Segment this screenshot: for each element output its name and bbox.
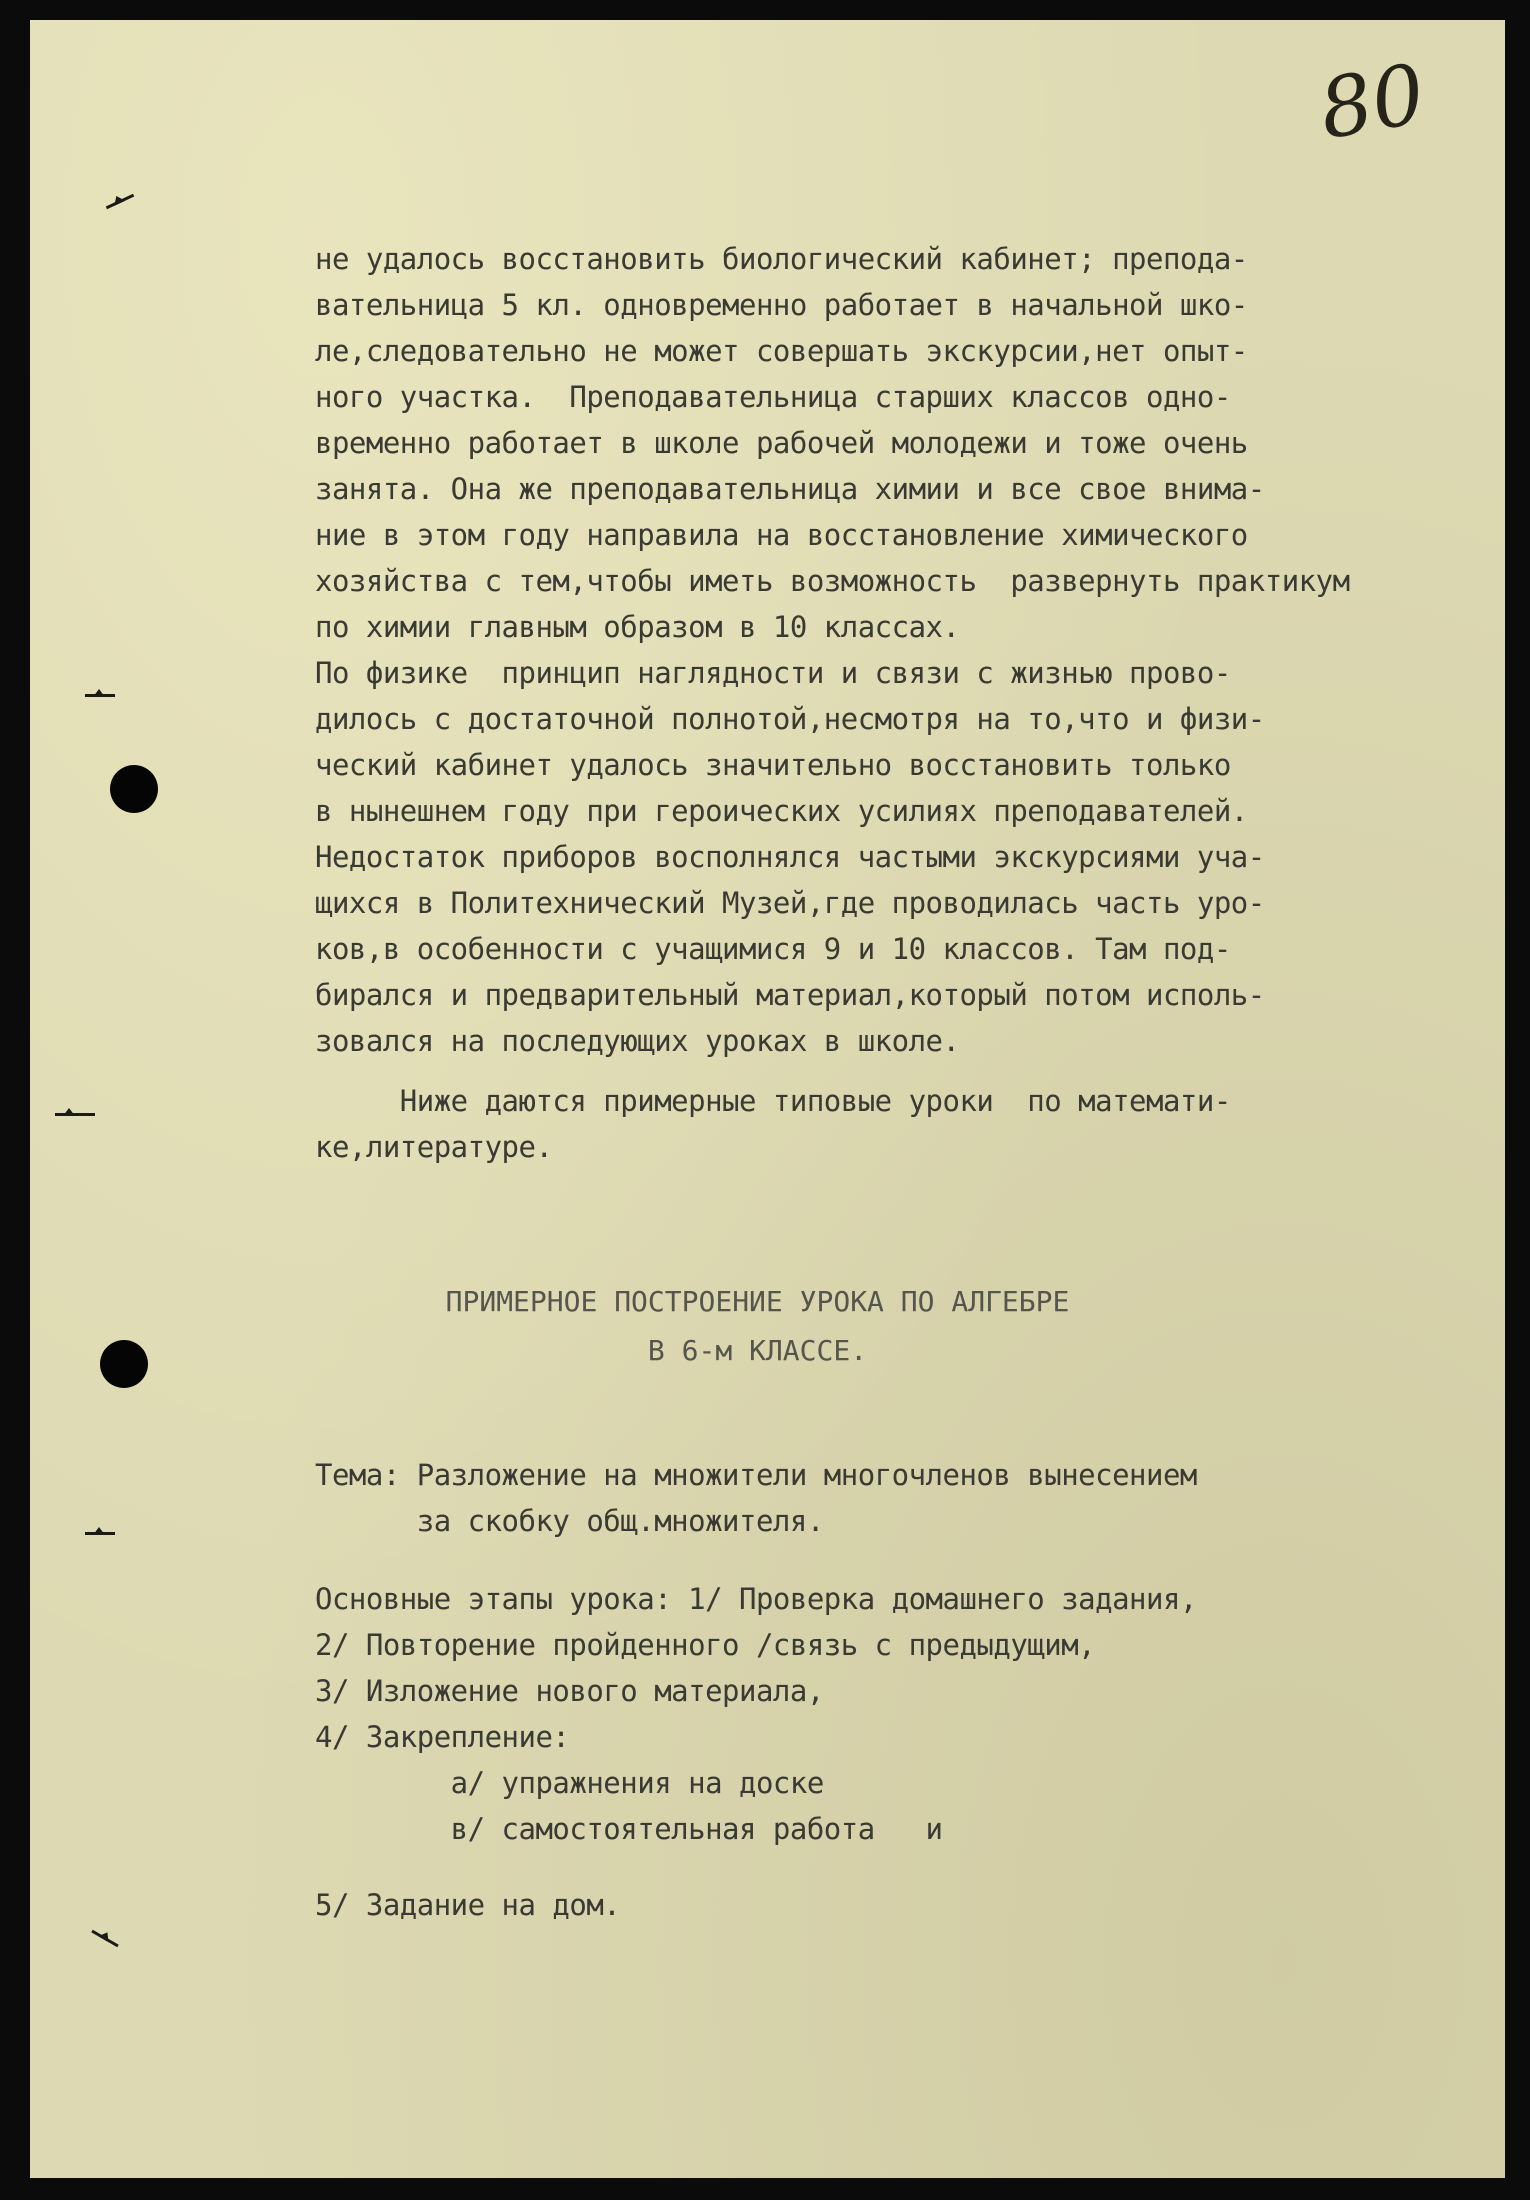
lesson-stage-line: 5/ Задание на дом.	[315, 1888, 621, 1922]
document-page	[30, 20, 1505, 2178]
intro-line: ке,литературе.	[315, 1130, 553, 1164]
punch-hole-bottom	[100, 1340, 148, 1388]
topic-line: за скобку общ.множителя.	[315, 1504, 824, 1538]
paragraph-line: хозяйства с тем,чтобы иметь возможность развернуть практикум	[315, 564, 1350, 598]
paragraph-line: вательница 5 кл. одновременно работает в начальной шко-	[315, 288, 1248, 322]
lesson-stage-line: 2/ Повторение пройденного /связь с предыдущим,	[315, 1628, 1096, 1662]
paragraph-line: ков,в особенности с учащимися 9 и 10 классов. Там под-	[315, 932, 1231, 966]
paragraph-line: ние в этом году направила на восстановление химического	[315, 518, 1248, 552]
paragraph-line: Недостаток приборов восполнялся частыми экскурсиями уча-	[315, 840, 1265, 874]
page-number: 80	[1312, 46, 1432, 159]
margin-mark	[55, 1113, 95, 1116]
paragraph-line: не удалось восстановить биологический кабинет; препода-	[315, 242, 1248, 276]
lesson-heading: В 6-м КЛАССЕ.	[647, 1334, 868, 1367]
margin-mark	[106, 194, 134, 209]
margin-mark	[85, 694, 115, 697]
paragraph-line: по химии главным образом в 10 классах.	[315, 610, 960, 644]
topic-line: Тема: Разложение на множители многочленов вынесением	[315, 1458, 1197, 1492]
paragraph-line: щихся в Политехнический Музей,где проводилась часть уро-	[315, 886, 1265, 920]
lesson-stage-line: в/ самостоятельная работа и	[315, 1812, 943, 1846]
paragraph-line: По физике принцип наглядности и связи с жизнью прово-	[315, 656, 1231, 690]
lesson-stage-line: 4/ Закрепление:	[315, 1720, 570, 1754]
paragraph-line: занята. Она же преподавательница химии и все свое внима-	[315, 472, 1265, 506]
lesson-stage-line: 3/ Изложение нового материала,	[315, 1674, 824, 1708]
lesson-stage-line: Основные этапы урока: 1/ Проверка домашнего задания,	[315, 1582, 1197, 1616]
paragraph-line: дилось с достаточной полнотой,несмотря на то,что и физи-	[315, 702, 1265, 736]
paragraph-line: зовался на последующих уроках в школе.	[315, 1024, 960, 1058]
paragraph-line: ческий кабинет удалось значительно восстановить только	[315, 748, 1231, 782]
lesson-stage-line: а/ упражнения на доске	[315, 1766, 824, 1800]
lesson-heading: ПРИМЕРНОЕ ПОСТРОЕНИЕ УРОКА ПО АЛГЕБРЕ	[445, 1285, 1070, 1318]
paragraph-line: бирался и предварительный материал,который потом исполь-	[315, 978, 1265, 1012]
intro-line: Ниже даются примерные типовые уроки по математи-	[315, 1084, 1231, 1118]
paragraph-line: ного участка. Преподавательница старших классов одно-	[315, 380, 1231, 414]
paragraph-line: ле,следовательно не может совершать экскурсии,нет опыт-	[315, 334, 1248, 368]
punch-hole-top	[110, 765, 158, 813]
paragraph-line: временно работает в школе рабочей молодежи и тоже очень	[315, 426, 1248, 460]
margin-mark	[85, 1532, 115, 1535]
margin-mark	[91, 1930, 118, 1948]
paragraph-line: в нынешнем году при героических усилиях преподавателей.	[315, 794, 1248, 828]
